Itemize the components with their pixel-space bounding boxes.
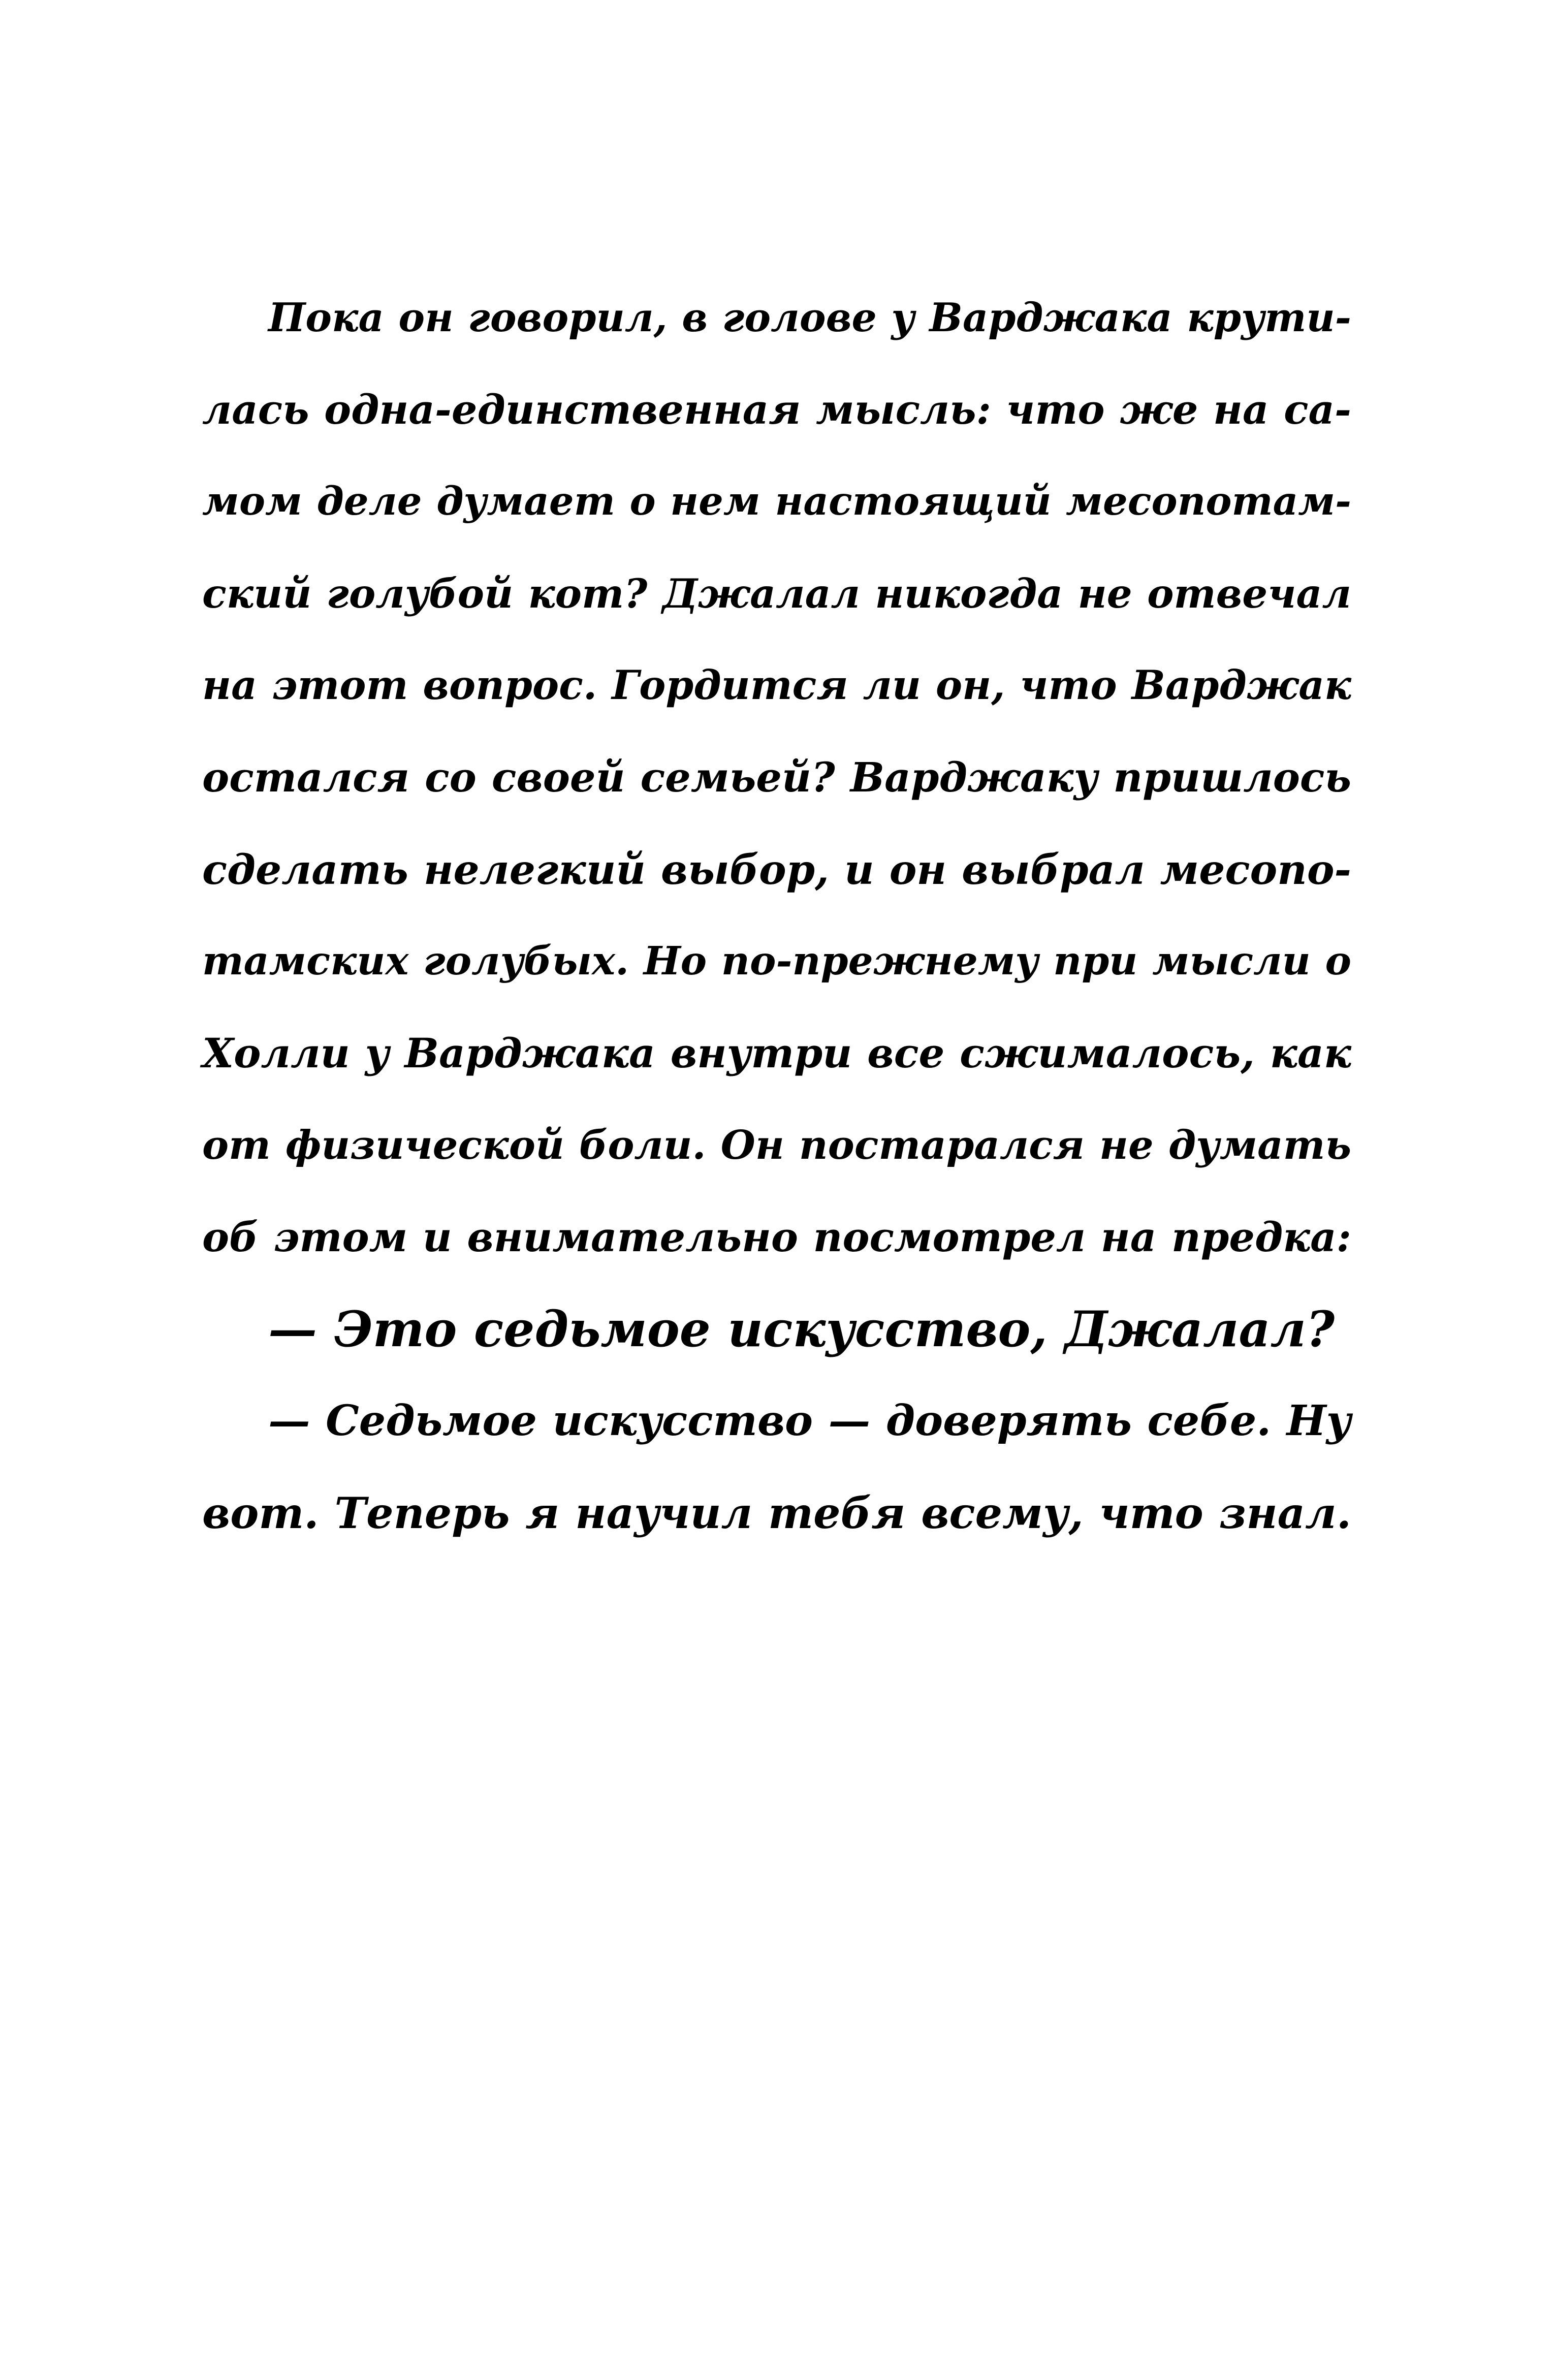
text-line: на этот вопрос. Гордится ли он, что Варджак (202, 662, 1351, 709)
text-line: ский голубой кот? Джалал никогда не отвечал (202, 570, 1351, 617)
text-line: остался со своей семьей? Варджаку пришлось (202, 753, 1351, 801)
text-line: мом деле думает о нем настоящий месопотам- (202, 479, 1351, 524)
text-line: Пока он говорил, в голове у Варджака крути- (268, 295, 1351, 341)
text-line: тамских голубых. Но по-прежнему при мысли о (202, 938, 1351, 984)
text-line: лась одна-единственная мысль: что же на са- (202, 386, 1351, 433)
text-line: Холли у Варджака внутри все сжималось, как (202, 1029, 1351, 1077)
text-line: от физической боли. Он постарался не думать (202, 1122, 1351, 1168)
body-text (202, 272, 1351, 1559)
dialogue-line: — Это седьмое искусство, Джалал? (268, 1300, 1335, 1358)
dialogue-line: — Седьмое искусство — доверять себе. Ну (268, 1397, 1351, 1445)
text-line: об этом и внимательно посмотрел на предка: (202, 1213, 1351, 1261)
text-line: вот. Теперь я научил тебя всему, что знал. (202, 1488, 1351, 1538)
text-line: сделать нелегкий выбор, и он выбрал месопо- (202, 845, 1351, 894)
